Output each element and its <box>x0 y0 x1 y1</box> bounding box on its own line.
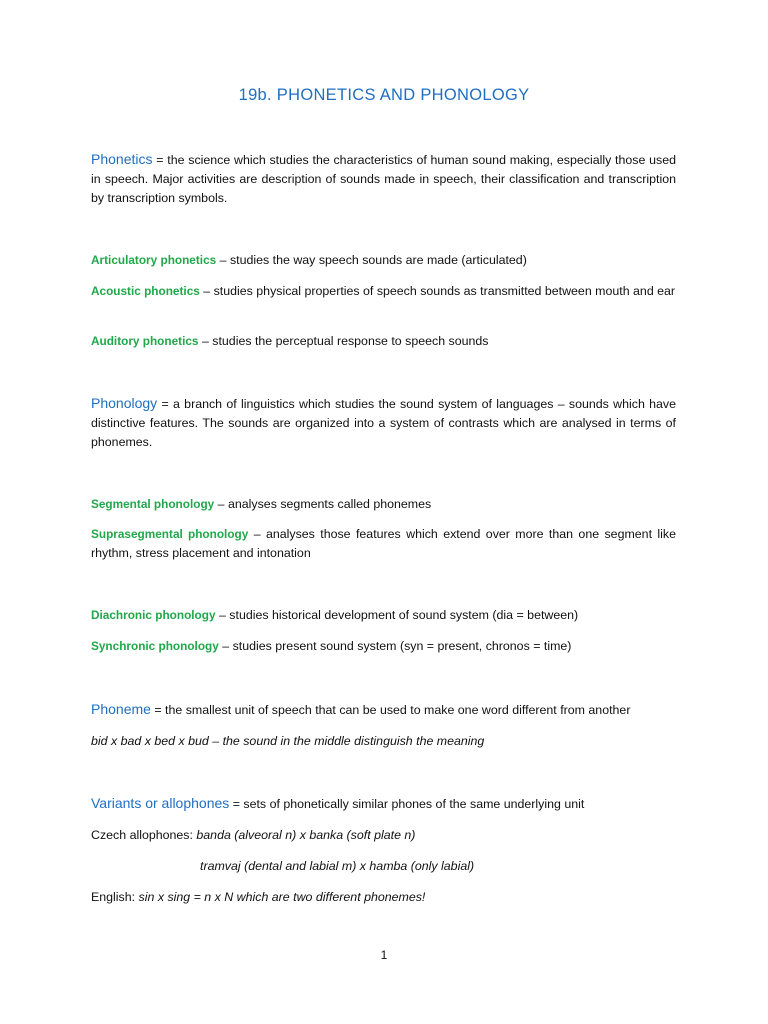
articulatory-text: – studies the way speech sounds are made (articulated) <box>216 253 527 267</box>
czech-example-1: banda (alveoral n) x banka (soft plate n) <box>196 828 416 842</box>
english-allophones <box>91 888 676 907</box>
czech-example-2: tramvaj (dental and labial m) x hamba (only labial) <box>200 859 475 873</box>
segmental-text: – analyses segments called phonemes <box>214 497 432 511</box>
articulatory-term: Articulatory phonetics <box>91 253 217 267</box>
czech-label: Czech allophones: <box>91 828 197 842</box>
auditory-phonetics <box>91 332 676 351</box>
diachronic-text: – studies historical development of sound system (dia = between) <box>215 608 579 622</box>
phonetics-text: = the science which studies the characteristics of human sound making, especially those used in speech. Major activities are description of sounds made in speech, their classification and transcription by transcription symbols. <box>91 153 676 205</box>
auditory-term: Auditory phonetics <box>91 334 199 348</box>
phoneme-text: = the smallest unit of speech that can be used to make one word different from another <box>150 703 631 717</box>
page-title: 19b. PHONETICS AND PHONOLOGY <box>238 86 530 104</box>
acoustic-phonetics <box>91 282 676 301</box>
phonetics-term: Phonetics <box>91 151 153 167</box>
suprasegmental-text: – analyses those features which extend over more than one segment like rhythm, stress placement and intonation <box>91 527 676 560</box>
phoneme-example: bid x bad x bed x bud – the sound in the middle distinguish the meaning <box>91 734 485 748</box>
phonetics-definition <box>91 150 676 208</box>
articulatory-phonetics <box>91 251 676 270</box>
phonology-term: Phonology <box>91 395 158 411</box>
phonology-text: = a branch of linguistics which studies the sound system of languages – sounds which have distinctive features. The sounds are organized into a system of contrasts which are analysed in terms of phonemes. <box>91 397 676 449</box>
synchronic-phonology <box>91 637 676 656</box>
segmental-phonology <box>91 495 676 514</box>
english-example: sin x sing = n x N which are two different phonemes! <box>138 890 426 904</box>
phoneme-term: Phoneme <box>91 701 151 717</box>
auditory-text: – studies the perceptual response to speech sounds <box>198 334 489 348</box>
english-label: English: <box>91 890 139 904</box>
acoustic-text: – studies physical properties of speech sounds as transmitted between mouth and ear <box>199 284 676 298</box>
page-number: 1 <box>380 948 388 962</box>
acoustic-term: Acoustic phonetics <box>91 284 200 298</box>
synchronic-term: Synchronic phonology <box>91 639 219 653</box>
phonology-definition <box>91 394 676 452</box>
suprasegmental-phonology <box>91 525 676 563</box>
variants-text: = sets of phonetically similar phones of the same underlying unit <box>229 797 585 811</box>
segmental-term: Segmental phonology <box>91 497 215 511</box>
czech-allophones <box>91 826 676 845</box>
variants-term: Variants or allophones <box>91 795 230 811</box>
phoneme-definition <box>91 700 676 720</box>
diachronic-term: Diachronic phonology <box>91 608 216 622</box>
suprasegmental-term: Suprasegmental phonology <box>91 527 249 541</box>
synchronic-text: – studies present sound system (syn = present, chronos = time) <box>218 639 572 653</box>
diachronic-phonology <box>91 606 676 625</box>
variants-definition <box>91 794 676 814</box>
